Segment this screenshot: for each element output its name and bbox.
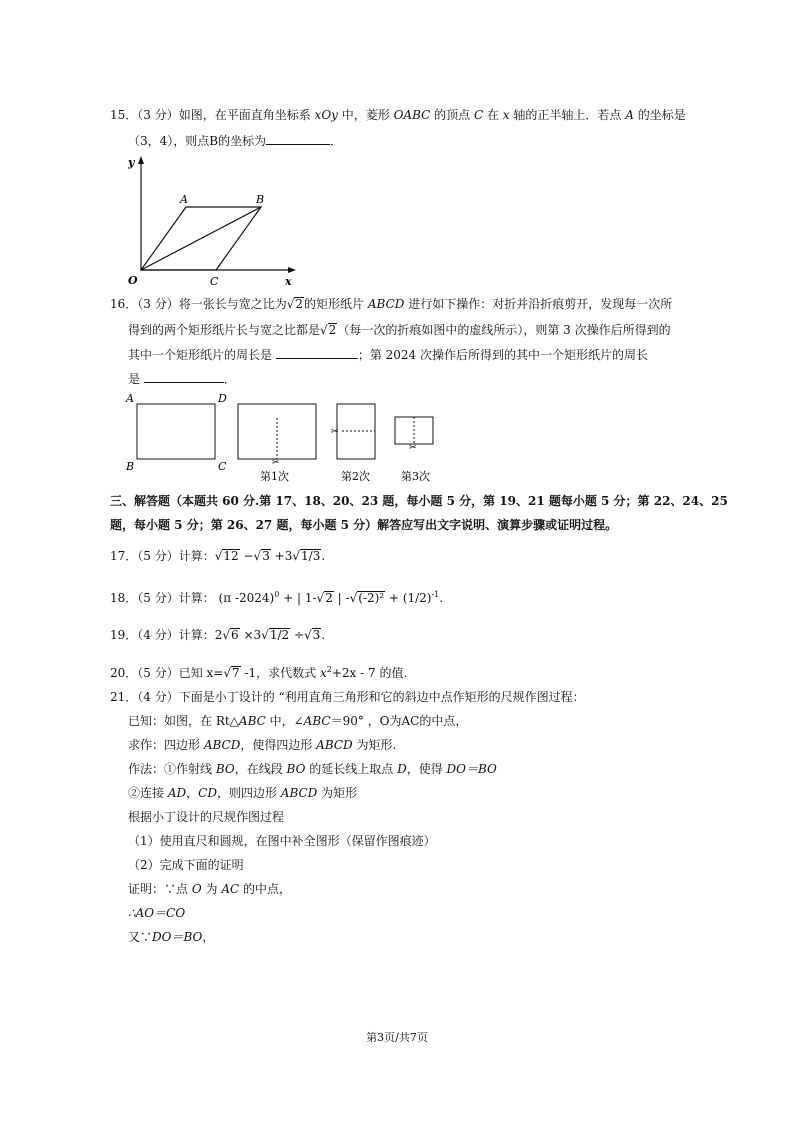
section-3-heading-line-2: 题，每小题 5 分；第 26、27 题，每小题 5 分）解答应写出文字说明、演算步骤或证明过程。: [110, 518, 618, 532]
q21-part-1: （1）使用直尺和圆规，在图中补全图形（保留作图痕迹）: [128, 834, 436, 848]
rhombus-figure: [120, 150, 300, 290]
q21-given: 已知：如图，在 Rt△ABC 中，∠ABC＝90° ，O为AC的中点，: [128, 714, 468, 728]
q21-line-1: 21．（4 分）下面是小丁设计的 “利用直角三角形和它的斜边中点作矩形的尺规作图过程：: [110, 690, 585, 704]
q16-line-4: 是 ．: [128, 372, 236, 386]
label-y: y: [128, 156, 135, 169]
step-1-label: 第1次: [260, 470, 289, 483]
q16-line-2: 得到的两个矩形纸片长与宽之比都是√2（每一次的折痕如图中的虚线所示），则第 3 次操作后所得到的: [128, 323, 671, 337]
answer-blank: [266, 132, 330, 145]
q20: 20．（5 分）已知 x=√7 -1，求代数式 $x^2+2x - 7$ 的值.: [110, 665, 408, 680]
q21-part-2: （2）完成下面的证明: [128, 858, 244, 872]
q16-line-1: 16．（3 分）将一张长与宽之比为√2的矩形纸片 ABCD 进行如下操作：对折并沿折痕剪开，发现每一次所: [110, 297, 673, 311]
q21-method-2: ②连接 AD，CD，则四边形 ABCD 为矩形: [128, 786, 358, 800]
q19: 19．（4 分）计算：2√6 ×3√1/2 ÷√3.: [110, 628, 326, 642]
step-2-label: 第2次: [341, 470, 370, 483]
section-3-heading-line-1: 三、解答题（本题共 60 分.第 17、18、20、23 题，每小题 5 分，第 19、21 题每小题 5 分；第 22、24、25: [110, 494, 728, 508]
x-axis-arrow: [288, 267, 296, 273]
label-x: x: [285, 275, 292, 288]
answer-blank: [144, 370, 224, 383]
q21-proof-2: ∴AO＝CO: [128, 906, 186, 920]
q21-instruction: 根据小丁设计的尺规作图过程: [128, 810, 285, 824]
rect-abcd: [137, 404, 215, 459]
q17: 17．（5 分）计算：√12 −√3 +3√1/3.: [110, 549, 326, 563]
page-number: 第3页/共7页: [366, 1031, 428, 1044]
paper-folding-figure: [120, 388, 450, 488]
q21-method-1: 作法：①作射线 BO，在线段 BO 的延长线上取点 D，使得 DO＝BO: [128, 762, 497, 776]
q18: 18．（5 分）计算： (π -2024)$^0$ + | 1-√2 | $-√(-2)^2 + (1/2)^{-1}$.: [110, 590, 444, 605]
scissors-icon: ✂: [409, 443, 417, 453]
q21-required: 求作：四边形 ABCD，使得四边形 ABCD 为矩形.: [128, 738, 397, 752]
scissors-icon: ✂: [272, 458, 280, 468]
diagonal-ob: [141, 207, 261, 270]
label-b: B: [126, 460, 135, 473]
label-o: O: [128, 274, 138, 287]
answer-blank: [276, 346, 358, 359]
q15-line-2: （3，4），则点B的坐标为 ．: [128, 134, 343, 148]
q21-proof-3: 又∵DO＝BO，: [128, 930, 215, 944]
q16-line-3: 其中一个矩形纸片的周长是 ；第 2024 次操作后所得到的其中一个矩形纸片的周长: [128, 348, 648, 362]
label-a: A: [180, 193, 188, 206]
label-a: A: [126, 392, 134, 405]
scissors-icon: ✂: [331, 427, 339, 437]
label-c: C: [218, 460, 227, 473]
label-b: B: [256, 193, 265, 206]
label-d: D: [218, 392, 227, 405]
label-c: C: [210, 275, 219, 288]
q21-proof-1: 证明：∵点 O 为 AC 的中点，: [128, 882, 291, 896]
q15-line-1: 15．（3 分）如图，在平面直角坐标系 xOy 中，菱形 OABC 的顶点 C 在 x 轴的正半轴上．若点 A 的坐标是: [110, 108, 686, 122]
y-axis-arrow: [138, 156, 144, 164]
step-3-label: 第3次: [401, 470, 430, 483]
